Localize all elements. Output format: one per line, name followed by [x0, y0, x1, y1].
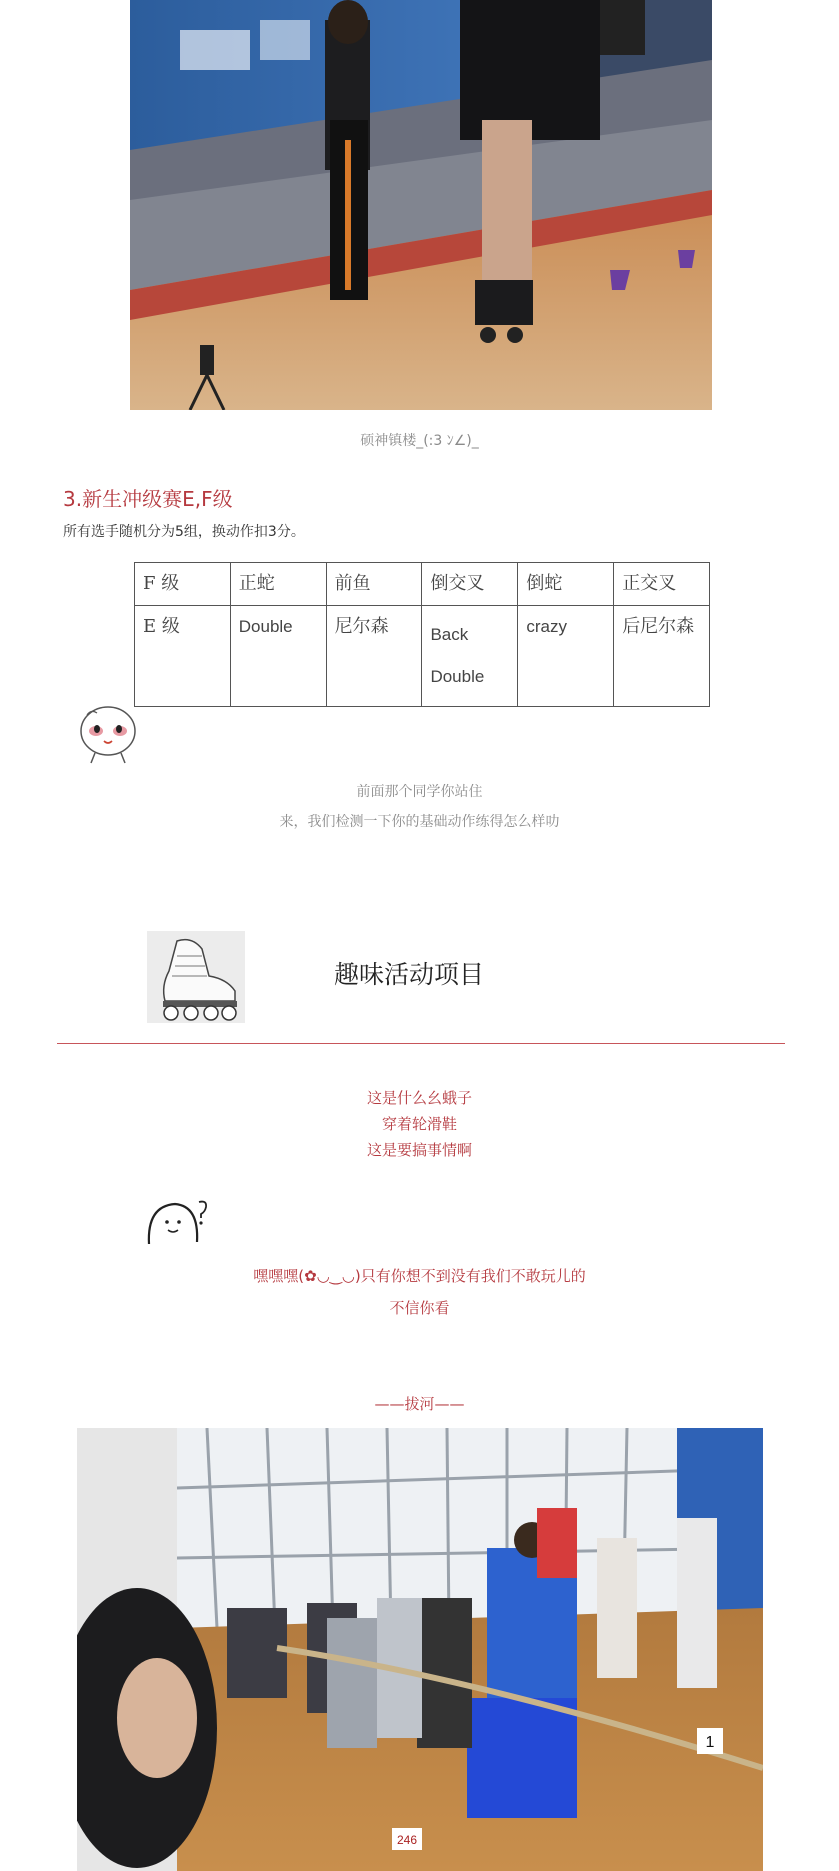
grade-table — [134, 562, 710, 707]
section-intro: 所有选手随机分为5组，换动作扣3分。 — [63, 524, 305, 540]
table-cell: 倒蛇 — [518, 563, 614, 606]
table-cell: 正交叉 — [614, 563, 710, 606]
table-cell: Back Double — [422, 606, 518, 707]
photo-caption: 硕神镇楼_(:3 ﾝ∠)_ — [360, 433, 479, 449]
table-cell: Double — [230, 606, 326, 707]
bib-number: 246 — [396, 1833, 418, 1847]
table-cell: crazy — [518, 606, 614, 707]
divider — [57, 1043, 785, 1044]
skater-photo — [130, 0, 712, 410]
table-row — [135, 563, 710, 606]
red-text-line: 不信你看 — [389, 1299, 450, 1317]
table-cell: 前鱼 — [326, 563, 422, 606]
blushing-face-sticker — [77, 703, 139, 765]
section-title: 3.新生冲级赛E,F级 — [63, 487, 233, 511]
table-cell: 尼尔森 — [326, 606, 422, 707]
skate-illustration — [147, 931, 245, 1023]
red-text-line: 穿着轮滑鞋 — [381, 1115, 457, 1133]
red-text-line: 这是要搞事情啊 — [366, 1141, 472, 1159]
blob-question-sticker — [143, 1196, 211, 1248]
table-cell: 正蛇 — [230, 563, 326, 606]
tug-of-war-label: ——拔河—— — [374, 1395, 465, 1413]
table-cell: 倒交叉 — [422, 563, 518, 606]
red-text-line: 这是什么幺蛾子 — [366, 1089, 472, 1107]
grey-text-line: 来，我们检测一下你的基础动作练得怎么样叻 — [279, 814, 560, 830]
table-row — [135, 606, 710, 707]
grey-text-line: 前面那个同学你站住 — [356, 784, 483, 800]
table-cell: 后尼尔森 — [614, 606, 710, 707]
red-text-line: 嘿嘿嘿(✿◡‿◡)只有你想不到没有我们不敢玩儿的 — [253, 1267, 586, 1285]
table-cell: F 级 — [135, 563, 231, 606]
activity-title: 趣味活动项目 — [334, 960, 485, 989]
table-cell: E 级 — [135, 606, 231, 707]
tug-of-war-photo — [77, 1428, 763, 1871]
sign-number: 1 — [705, 1734, 715, 1751]
